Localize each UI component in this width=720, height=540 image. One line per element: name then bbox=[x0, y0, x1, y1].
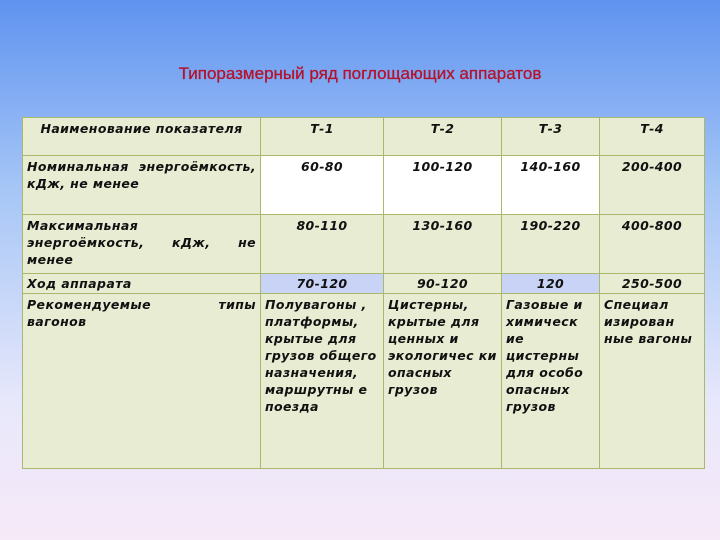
cell-stroke-t3: 120 bbox=[502, 274, 600, 294]
cell-maximum-t2: 130-160 bbox=[384, 215, 502, 274]
row-label-maximum: Максимальная энергоёмкость, кДж, не менее bbox=[23, 215, 261, 274]
header-col-t1: Т-1 bbox=[261, 118, 384, 156]
table-header-row bbox=[23, 118, 705, 156]
header-col-t2: Т-2 bbox=[384, 118, 502, 156]
page-title: Типоразмерный ряд поглощающих аппаратов bbox=[178, 64, 542, 83]
table-row bbox=[23, 156, 705, 215]
header-col-t4: Т-4 bbox=[600, 118, 705, 156]
cell-wagons-t2: Цистерны, крытые для ценных и экологичес ки опасных грузов bbox=[384, 294, 502, 469]
header-name-cell: Наименование показателя bbox=[23, 118, 261, 156]
apparatus-table bbox=[22, 117, 705, 469]
header-col-t3: Т-3 bbox=[502, 118, 600, 156]
cell-stroke-t4: 250-500 bbox=[600, 274, 705, 294]
table-row bbox=[23, 215, 705, 274]
cell-wagons-t4: Специал изирован ные вагоны bbox=[600, 294, 705, 469]
cell-nominal-t2: 100-120 bbox=[384, 156, 502, 215]
row-label-nominal: Номинальная энергоёмкость, кДж, не менее bbox=[23, 156, 261, 215]
cell-maximum-t1: 80-110 bbox=[261, 215, 384, 274]
cell-nominal-t4: 200-400 bbox=[600, 156, 705, 215]
cell-nominal-t1: 60-80 bbox=[261, 156, 384, 215]
table-row bbox=[23, 294, 705, 469]
cell-maximum-t4: 400-800 bbox=[600, 215, 705, 274]
row-label-stroke: Ход аппарата bbox=[23, 274, 261, 294]
cell-stroke-t2: 90-120 bbox=[384, 274, 502, 294]
table-row bbox=[23, 274, 705, 294]
row-label-wagon-types: Рекомендуемые типы вагонов bbox=[23, 294, 261, 469]
cell-stroke-t1: 70-120 bbox=[261, 274, 384, 294]
cell-wagons-t3: Газовые и химическ ие цистерны для особо опасных грузов bbox=[502, 294, 600, 469]
cell-maximum-t3: 190-220 bbox=[502, 215, 600, 274]
cell-nominal-t3: 140-160 bbox=[502, 156, 600, 215]
cell-wagons-t1: Полувагоны , платформы, крытые для грузов общего назначения, маршрутны е поезда bbox=[261, 294, 384, 469]
